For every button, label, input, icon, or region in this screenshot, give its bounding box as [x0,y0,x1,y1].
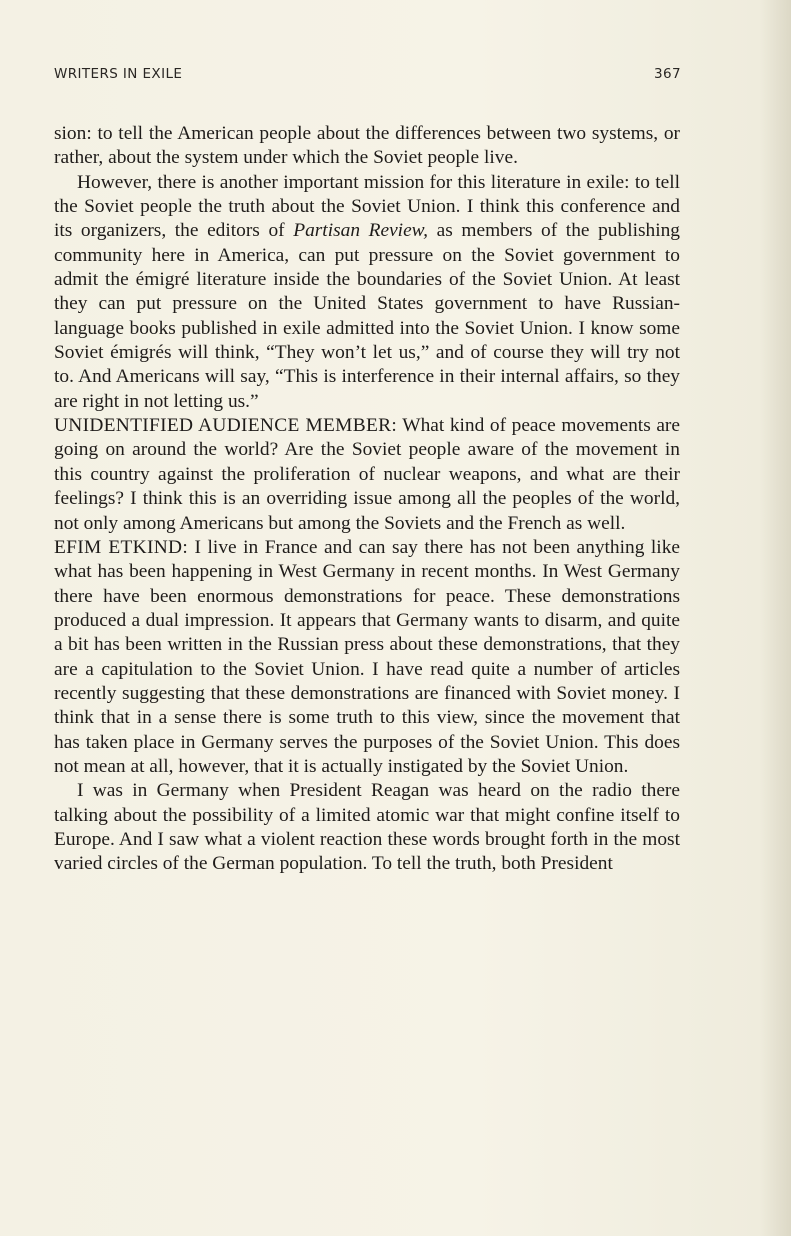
paragraph-text: I live in France and can say there has not been anything like what has been happening in West Germany in recent months. In West Germany there have been enormous demonstrations for peace. These demonstrations produced a dual impression. It appears that Germany wants to disarm, and quite a bit has been written in the Russian press about these demonstrations, that they are a capitulation to the Soviet Union. I have read quite a number of articles recently suggesting that these demonstrations are financed with Soviet money. I think that in a sense there is some truth to this view, since the movement that has taken place in Germany serves the purposes of the Soviet Union. This does not mean at all, however, that it is actually instigated by the Soviet Union. [54,536,681,777]
speaker-label: UNIDENTIFIED AUDIENCE MEMBER: [54,415,398,437]
running-head [54,66,681,88]
paragraph-etkind-answer [54,536,680,779]
body-text [54,122,680,877]
paragraph-audience-question [54,414,680,536]
paragraph-text: What kind of peace movements are going on around the world? Are the Soviet people aware of the movement in this country against the proliferation of nuclear weapons, and what are their feelings? I think this is an overriding issue among all the peoples of the world, not only among Americans but among the Soviets and the French as well. [54,415,680,534]
paragraph-continuation [54,122,680,171]
page-number: 367 [654,66,681,82]
journal-title: Partisan Review, [293,220,429,242]
paragraph-text: sion: to tell the American people about the differences between two systems, or rather, about the system under which the Soviet people live. [54,123,680,169]
paragraph-text: as members of the publishing community here in America, can put pressure on the Soviet government to admit the émigré literature inside the boundaries of the Soviet Union. At least they can put pressure on the United States government to have Russian-language books published in exile admitted into the Soviet Union. I know some Soviet émigrés will think, “They won’t let us,” and of course they will try not to. And Americans will say, “This is interference in their internal affairs, so they are right in not letting us.” [54,220,680,412]
running-title: WRITERS IN EXILE [54,66,183,82]
paragraph-reagan [54,779,680,876]
speaker-label: EFIM ETKIND: [54,536,189,558]
paragraph-text: However, there is another important mission for this literature in exile: to tell the Soviet people the truth about the Soviet Union. I think this conference and its organizers, the editors of [54,171,680,242]
paragraph-mission [54,171,680,414]
paragraph-text: I was in Germany when President Reagan was heard on the radio there talking about the possibility of a limited atomic war that might confine itself to Europe. And I saw what a violent reaction these words brought forth in the most varied circles of the German population. To tell the truth, both President [54,780,680,875]
